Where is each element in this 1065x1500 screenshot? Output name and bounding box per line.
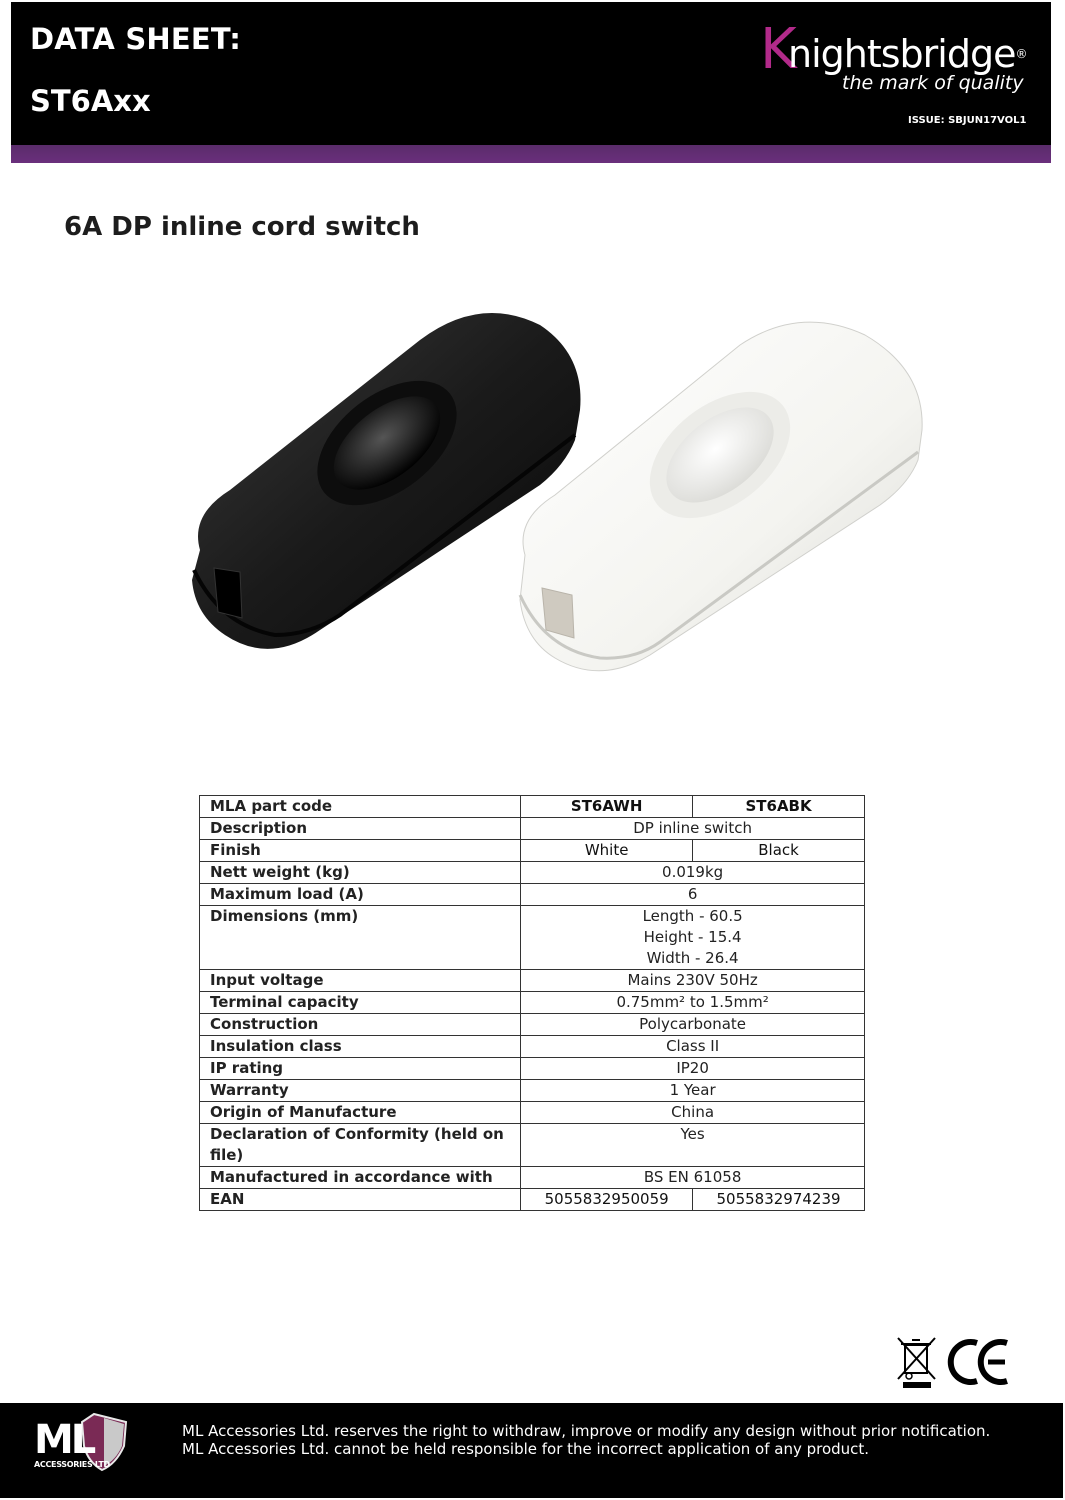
header-stripe	[11, 145, 1051, 163]
table-row	[200, 1080, 865, 1102]
row-label: MLA part code	[200, 796, 521, 818]
row-value: 1 Year	[521, 1080, 865, 1102]
table-row	[200, 1102, 865, 1124]
ml-logo-text: ML	[34, 1417, 94, 1463]
crossed-bin-icon	[898, 1338, 935, 1388]
table-row	[200, 970, 865, 992]
white-switch	[520, 322, 922, 671]
row-label: EAN	[200, 1189, 521, 1211]
table-row	[200, 1189, 865, 1211]
row-value: 0.019kg	[521, 862, 865, 884]
product-code: ST6Axx	[30, 84, 151, 118]
row-value: IP20	[521, 1058, 865, 1080]
row-label: Dimensions (mm)	[200, 906, 521, 970]
table-row	[200, 992, 865, 1014]
product-photo	[180, 300, 940, 690]
row-value: Mains 230V 50Hz	[521, 970, 865, 992]
brand-name: nightsbridge	[788, 32, 1016, 76]
brand-logo	[760, 17, 1030, 100]
datasheet-title: DATA SHEET:	[30, 22, 242, 56]
table-row	[200, 796, 865, 818]
ml-logo-subtext: ACCESSORIES LTD	[34, 1460, 110, 1469]
brand-registered: ®	[1015, 47, 1027, 61]
row-label: Finish	[200, 840, 521, 862]
row-label: Maximum load (A)	[200, 884, 521, 906]
ean-white: 5055832950059	[521, 1189, 693, 1211]
brand-tagline: the mark of quality	[842, 72, 1024, 94]
part-code-black: ST6ABK	[693, 796, 865, 818]
ean-black: 5055832974239	[693, 1189, 865, 1211]
compliance-marks	[895, 1335, 1015, 1390]
table-row	[200, 1124, 865, 1167]
row-value: 0.75mm² to 1.5mm²	[521, 992, 865, 1014]
finish-black: Black	[693, 840, 865, 862]
row-label: Declaration of Conformity (held on file)	[200, 1124, 521, 1167]
footer-disclaimer-1: ML Accessories Ltd. reserves the right to withdraw, improve or modify any design without prior notification.	[182, 1422, 991, 1440]
row-value: BS EN 61058	[521, 1167, 865, 1189]
dimension-height: Height - 15.4	[643, 928, 742, 946]
finish-white: White	[521, 840, 693, 862]
row-value: 6	[521, 884, 865, 906]
row-label: Nett weight (kg)	[200, 862, 521, 884]
issue-label: ISSUE: SBJUN17VOL1	[908, 115, 1027, 126]
table-row	[200, 1167, 865, 1189]
row-value: DP inline switch	[521, 818, 865, 840]
table-row	[200, 1036, 865, 1058]
brand-initial: K	[760, 17, 797, 82]
row-label: Input voltage	[200, 970, 521, 992]
row-label: Construction	[200, 1014, 521, 1036]
row-label: Description	[200, 818, 521, 840]
dimension-length: Length - 60.5	[642, 907, 743, 925]
part-code-white: ST6AWH	[521, 796, 693, 818]
row-value: China	[521, 1102, 865, 1124]
row-value: Polycarbonate	[521, 1014, 865, 1036]
row-label: Terminal capacity	[200, 992, 521, 1014]
row-label: Insulation class	[200, 1036, 521, 1058]
table-row	[200, 884, 865, 906]
table-row	[200, 1014, 865, 1036]
row-label: Manufactured in accordance with	[200, 1167, 521, 1189]
row-value	[521, 906, 865, 970]
row-label: Warranty	[200, 1080, 521, 1102]
row-value: Yes	[521, 1124, 865, 1167]
dimension-width: Width - 26.4	[646, 949, 739, 967]
spec-table	[199, 795, 865, 1211]
row-label: Origin of Manufacture	[200, 1102, 521, 1124]
table-row	[200, 1058, 865, 1080]
row-value: Class II	[521, 1036, 865, 1058]
table-row	[200, 862, 865, 884]
row-label: IP rating	[200, 1058, 521, 1080]
table-row	[200, 818, 865, 840]
footer-disclaimer-2: ML Accessories Ltd. cannot be held responsible for the incorrect application of any product.	[182, 1440, 870, 1458]
table-row	[200, 840, 865, 862]
table-row	[200, 906, 865, 970]
product-title: 6A DP inline cord switch	[64, 212, 420, 242]
ce-mark-icon	[951, 1342, 1007, 1382]
